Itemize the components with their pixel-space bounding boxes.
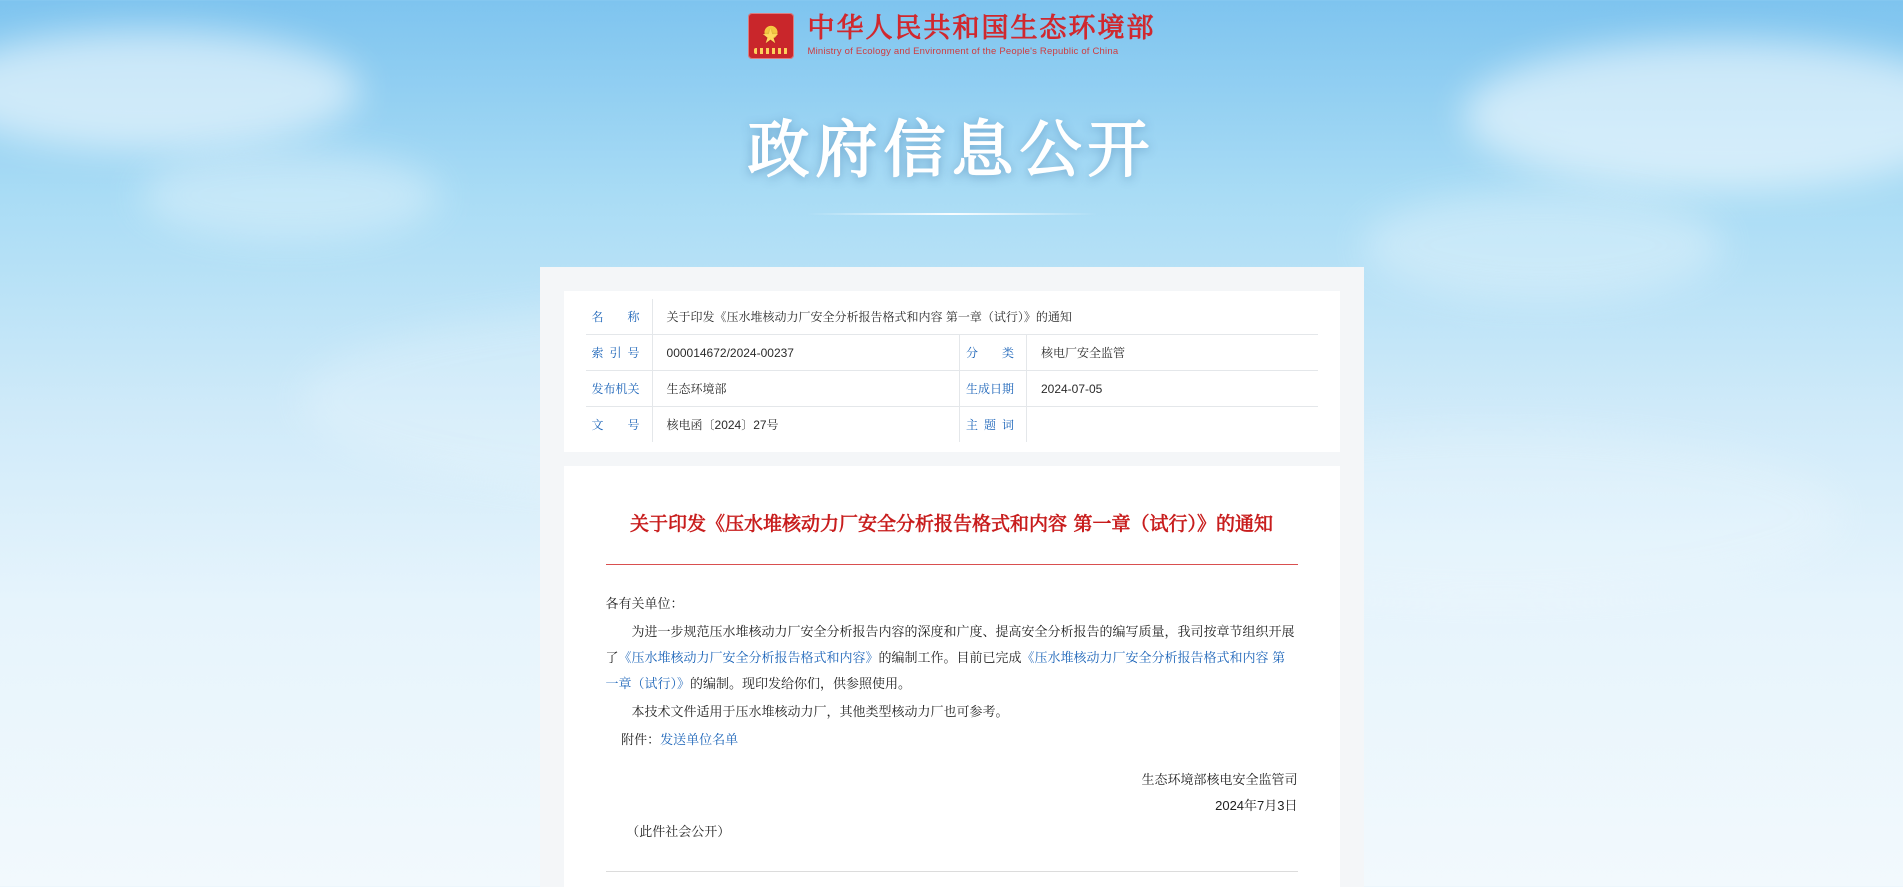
meta-value-index: 000014672/2024-00237 bbox=[666, 345, 794, 360]
metadata-table bbox=[586, 299, 1318, 442]
brand-text bbox=[808, 14, 1156, 57]
org-name-cn: 中华人民共和国生态环境部 bbox=[807, 13, 1156, 45]
salutation: 各有关单位： bbox=[605, 596, 684, 612]
signer-name: 生态环境部核电安全监管司 bbox=[1141, 772, 1298, 788]
paragraph-1 bbox=[606, 619, 1298, 697]
meta-value-issuer: 生态环境部 bbox=[666, 382, 727, 396]
meta-label-docno: 文 号 bbox=[586, 407, 653, 443]
signature-date: 2024年7月3日 bbox=[1215, 798, 1298, 814]
content-wrapper bbox=[540, 267, 1364, 887]
footer-divider bbox=[606, 871, 1298, 872]
org-name-en: Ministry of Ecology and Environment of the People's Republic of China bbox=[807, 46, 1119, 58]
site-brand[interactable] bbox=[748, 13, 1156, 59]
hero-banner bbox=[0, 100, 1903, 215]
site-header bbox=[0, 0, 1903, 72]
meta-value-keywords bbox=[1026, 407, 1317, 443]
signature-block bbox=[606, 767, 1298, 819]
document-title: 关于印发《压水堆核动力厂安全分析报告格式和内容 第一章（试行）》的通知 bbox=[629, 512, 1274, 535]
link-chapter-one-trial[interactable]: 《压水堆核动力厂安全分析报告格式和内容 第一章（试行）》 bbox=[605, 650, 1286, 692]
attachment-link[interactable]: 发送单位名单 bbox=[660, 732, 739, 748]
meta-label-category: 分 类 bbox=[959, 335, 1026, 371]
document-card bbox=[564, 466, 1340, 887]
para1-text-a: 为进一步规范压水堆核动力厂安全分析报告内容的深度和广度、提高安全分析报告的编写质量，我司按章节组织开展了 bbox=[605, 624, 1295, 666]
meta-value-name: 关于印发《压水堆核动力厂安全分析报告格式和内容 第一章（试行）》的通知 bbox=[666, 310, 1072, 324]
table-row bbox=[586, 299, 1318, 335]
para1-text-c: 的编制。现印发给你们，供参照使用。 bbox=[690, 676, 912, 692]
paragraph-2: 本技术文件适用于压水堆核动力厂，其他类型核动力厂也可参考。 bbox=[631, 704, 1009, 720]
attachment-line bbox=[606, 727, 1298, 753]
meta-label-keywords: 主 题 词 bbox=[959, 407, 1026, 443]
national-emblem-icon bbox=[748, 13, 794, 59]
metadata-card bbox=[564, 291, 1340, 452]
meta-label-issuer: 发布机关 bbox=[586, 371, 653, 407]
meta-label-created: 生成日期 bbox=[959, 371, 1026, 407]
public-disclosure-note: （此件社会公开） bbox=[626, 824, 731, 840]
para1-text-b: 的编制工作。目前已完成 bbox=[878, 650, 1022, 666]
meta-value-created: 2024-07-05 bbox=[1040, 381, 1103, 396]
table-row bbox=[586, 335, 1318, 371]
meta-label-name: 名 称 bbox=[586, 299, 653, 335]
document-body bbox=[606, 591, 1298, 845]
meta-value-category: 核电厂安全监管 bbox=[1040, 346, 1125, 360]
document-divider bbox=[606, 564, 1298, 565]
title-divider bbox=[807, 213, 1097, 215]
attachment-label: 附件： bbox=[621, 732, 661, 748]
page-title: 政府信息公开 bbox=[747, 113, 1156, 186]
table-row bbox=[586, 407, 1318, 443]
meta-value-docno: 核电函〔2024〕27号 bbox=[666, 418, 779, 432]
meta-label-index: 索 引 号 bbox=[586, 335, 653, 371]
link-format-content[interactable]: 《压水堆核动力厂安全分析报告格式和内容》 bbox=[618, 650, 879, 666]
table-row bbox=[586, 371, 1318, 407]
